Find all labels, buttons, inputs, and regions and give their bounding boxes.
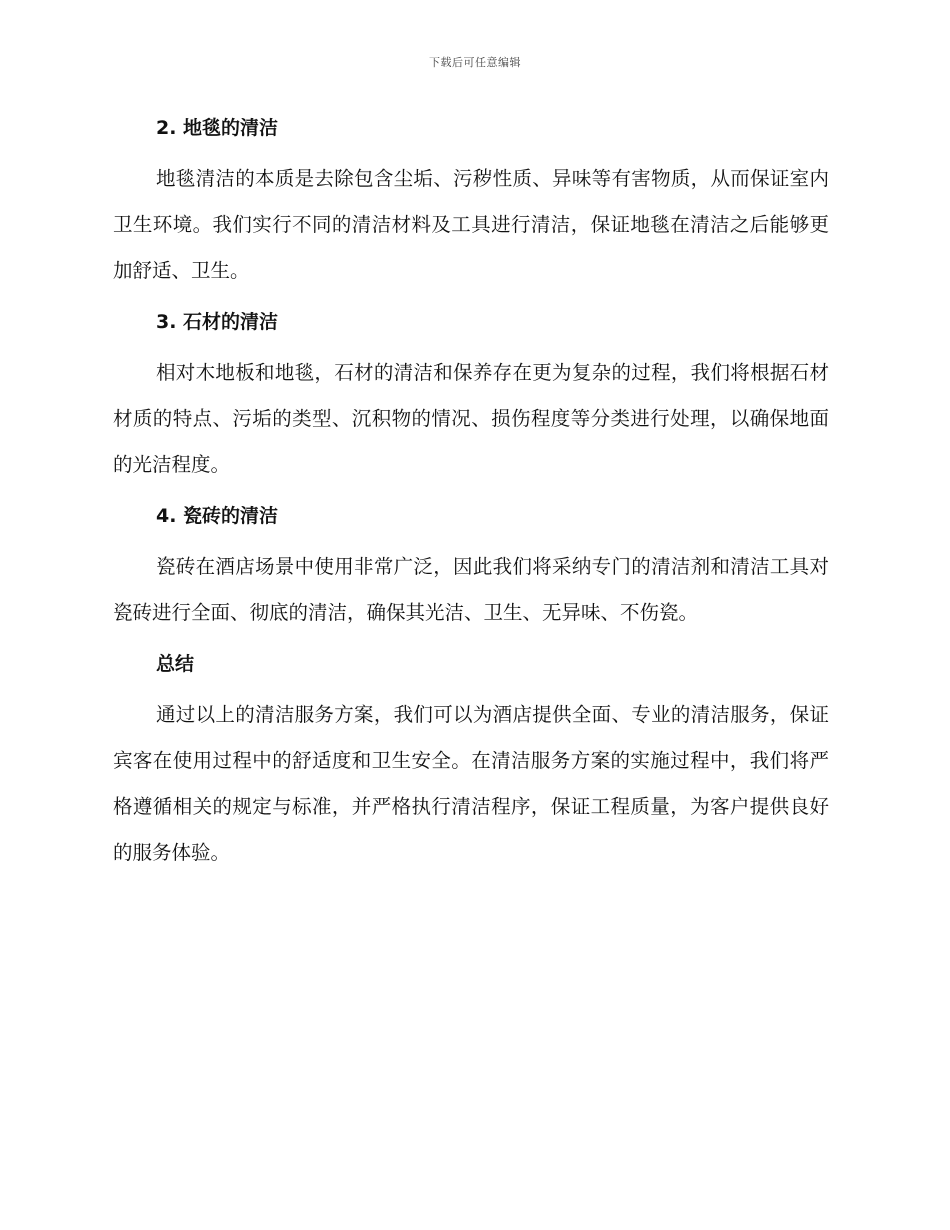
section-paragraph-tile: 瓷砖在酒店场景中使用非常广泛，因此我们将采纳专门的清洁剂和清洁工具对瓷砖进行全面、彻底的清洁，确保其光洁、卫生、无异味、不伤瓷。	[113, 555, 829, 624]
section-paragraph-stone: 相对木地板和地毯，石材的清洁和保养存在更为复杂的过程，我们将根据石材材质的特点、污垢的类型、沉积物的情况、损伤程度等分类进行处理，以确保地面的光洁程度。	[113, 361, 829, 476]
section-paragraph-summary: 通过以上的清洁服务方案，我们可以为酒店提供全面、专业的清洁服务，保证宾客在使用过程中的舒适度和卫生安全。在清洁服务方案的实施过程中，我们将严格遵循相关的规定与标准，并严格执行清洁程序，保证工程质量，为客户提供良好的服务体验。	[113, 703, 829, 864]
section-heading-stone: 3. 石材的清洁	[156, 311, 279, 333]
section-heading-carpet: 2. 地毯的清洁	[156, 117, 279, 139]
header-watermark-text: 下载后可任意编辑	[429, 56, 521, 69]
section-paragraph-carpet: 地毯清洁的本质是去除包含尘垢、污秽性质、异味等有害物质，从而保证室内卫生环境。我们实行不同的清洁材料及工具进行清洁，保证地毯在清洁之后能够更加舒适、卫生。	[113, 167, 829, 282]
section-heading-tile: 4. 瓷砖的清洁	[156, 505, 279, 527]
section-heading-summary: 总结	[156, 653, 195, 675]
document-body	[113, 112, 829, 888]
